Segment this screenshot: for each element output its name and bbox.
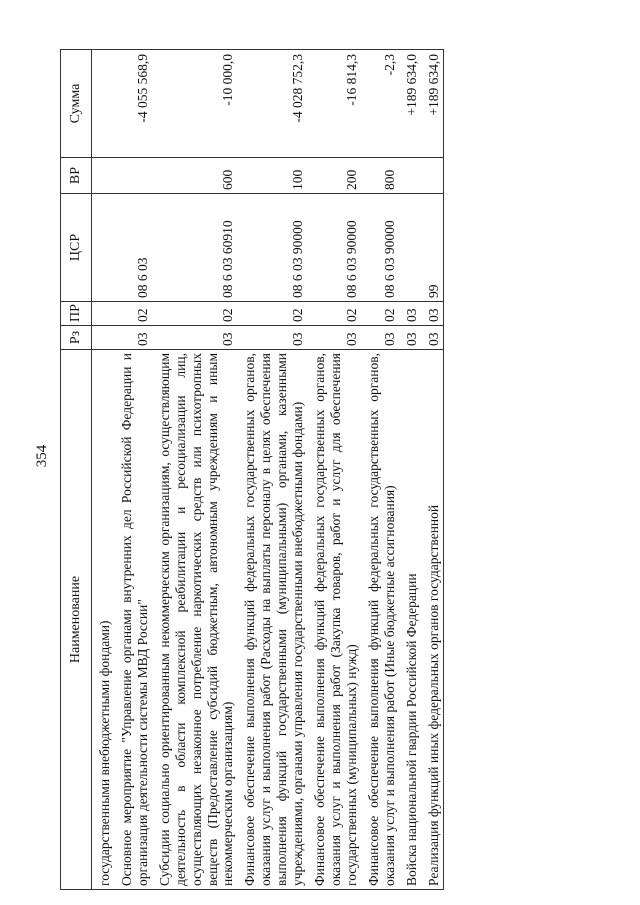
row-sum: -10 000,0: [152, 50, 238, 158]
table-row: [361, 50, 399, 890]
header-name: Наименование: [61, 350, 92, 890]
row-name: Субсидии социально ориентированным некоммерческим организациям, осуществляющим деятельность в области комплексной реабилитации и ресоциализации лиц, осуществляющих незаконное потребление наркотических средств или психотропных веществ (Предоставление субсидий бюджетным, автономным учреждениям и иным некоммерческим организациям): [152, 350, 238, 890]
row-sum: +189 634,0: [421, 50, 443, 158]
row-name: Войска национальной гвардии Российской Федерации: [399, 350, 421, 890]
header-sum: Сумма: [61, 50, 92, 158]
header-rz: Рз: [61, 326, 92, 350]
row-vr: [399, 158, 421, 194]
row-name: Финансовое обеспечение выполнения функций федеральных государственных органов, оказания услуг и выполнения работ (Иные бюджетные ассигнования): [361, 350, 399, 890]
row-pr: 02: [237, 302, 307, 326]
row-name: Реализация функций иных федеральных органов государственной: [421, 350, 443, 890]
row-rz: 03: [399, 326, 421, 350]
row-pr: 02: [114, 302, 152, 326]
row-vr: 600: [152, 158, 238, 194]
table-row: [307, 50, 361, 890]
table-row: [421, 50, 443, 890]
header-csr: ЦСР: [61, 194, 92, 302]
row-csr: 08 6 03: [114, 194, 152, 302]
row-sum: [92, 50, 114, 158]
row-sum: -2,3: [361, 50, 399, 158]
table-row: [92, 50, 114, 890]
row-csr: 08 6 03 60910: [152, 194, 238, 302]
row-rz: [92, 326, 114, 350]
budget-table: [60, 49, 444, 890]
row-name: Финансовое обеспечение выполнения функций федеральных государственных органов, оказания услуг и выполнения работ (Закупка товаров, работ и услуг для обеспечения государственных (муниципальных) нужд): [307, 350, 361, 890]
row-rz: 03: [114, 326, 152, 350]
row-vr: [114, 158, 152, 194]
row-vr: 800: [361, 158, 399, 194]
row-sum: -16 814,3: [307, 50, 361, 158]
header-pr: ПР: [61, 302, 92, 326]
row-rz: 03: [307, 326, 361, 350]
header-vr: ВР: [61, 158, 92, 194]
row-rz: 03: [237, 326, 307, 350]
row-rz: 03: [152, 326, 238, 350]
row-vr: 100: [237, 158, 307, 194]
row-vr: 200: [307, 158, 361, 194]
row-csr: [399, 194, 421, 302]
row-vr: [92, 158, 114, 194]
row-pr: 02: [307, 302, 361, 326]
row-sum: -4 055 568,9: [114, 50, 152, 158]
row-name: Финансовое обеспечение выполнения функций федеральных государственных органов, оказания услуг и выполнения работ (Расходы на выплаты персоналу в целях обеспечения выполнения функций государственными (муниципальными) органами, казенными учреждениями, органами управления государственными внебюджетными фондами): [237, 350, 307, 890]
row-csr: 08 6 03 90000: [237, 194, 307, 302]
page-number: 354: [34, 444, 50, 468]
row-name: Основное мероприятие "Управление органами внутренних дел Российской Федерации и организация деятельности системы МВД России": [114, 350, 152, 890]
row-pr: [92, 302, 114, 326]
row-csr: [92, 194, 114, 302]
row-rz: 03: [421, 326, 443, 350]
row-pr: 03: [399, 302, 421, 326]
row-sum: +189 634,0: [399, 50, 421, 158]
row-pr: 02: [152, 302, 238, 326]
row-vr: [421, 158, 443, 194]
table-row: [399, 50, 421, 890]
budget-table-rotated: [60, 50, 580, 890]
row-csr: 99: [421, 194, 443, 302]
row-pr: 03: [421, 302, 443, 326]
row-rz: 03: [361, 326, 399, 350]
row-csr: 08 6 03 90000: [307, 194, 361, 302]
table-header-row: [61, 50, 92, 890]
row-sum: -4 028 752,3: [237, 50, 307, 158]
row-pr: 02: [361, 302, 399, 326]
table-row: [237, 50, 307, 890]
table-row: [114, 50, 152, 890]
row-csr: 08 6 03 90000: [361, 194, 399, 302]
table-row: [152, 50, 238, 890]
row-name: государственными внебюджетными фондами): [92, 350, 114, 890]
